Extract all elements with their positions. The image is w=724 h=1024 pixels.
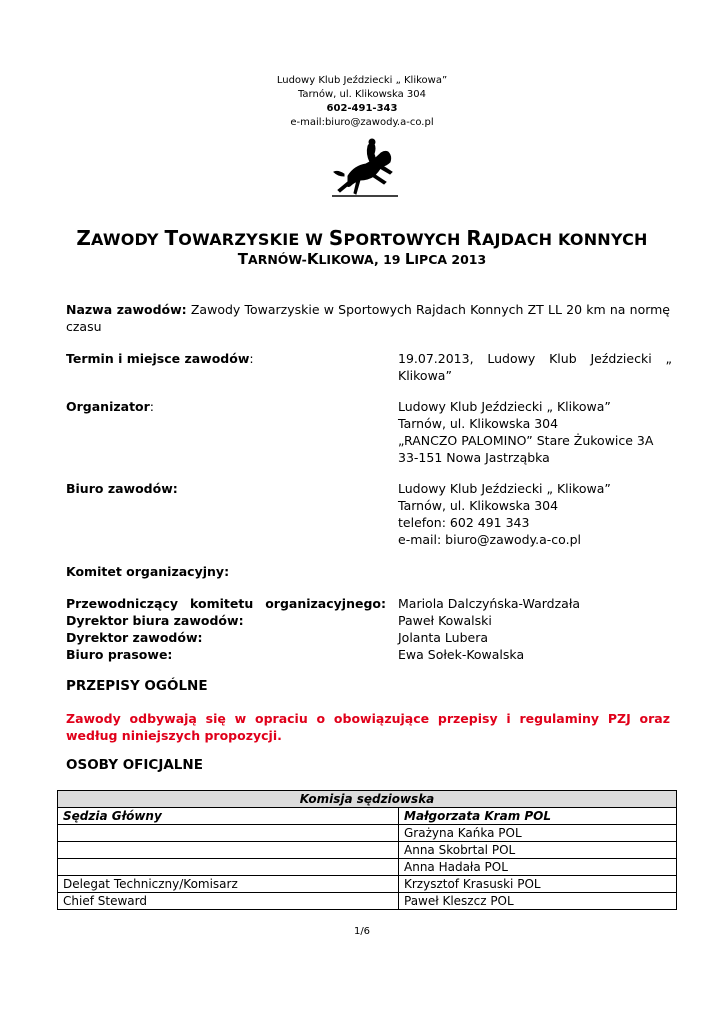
przepisy-text: Zawody odbywają się w opraciu o obowiązujące przepisy i regulaminy PZJ oraz według niniejszych propozycji. <box>66 711 670 743</box>
club-name: Ludowy Klub Jeździecki „ Klikowa” <box>276 75 448 86</box>
judges-table <box>57 790 677 910</box>
table-row: Chief Steward Paweł Kleszcz POL <box>58 893 677 910</box>
termin-label: Termin i miejsce zawodów: <box>66 351 254 366</box>
table-title: Komisja sędziowska <box>58 791 677 808</box>
komitet-roles: Przewodniczący komitetu organizacyjnego: Dyrektor biura zawodów: Dyrektor zawodów: Biuro prasowe: <box>66 596 386 662</box>
organizator-value: Ludowy Klub Jeździecki „ Klikowa” Tarnów, ul. Klikowska 304 „RANCZO PALOMINO” Stare Żukowice 3A 33-151 Nowa Jastrząbka <box>398 399 654 465</box>
table-header-row <box>58 791 677 808</box>
table-row: Delegat Techniczny/Komisarz Krzysztof Krasuski POL <box>58 876 677 893</box>
event-name-label: Nazwa zawodów: <box>66 302 187 317</box>
biuro-value: Ludowy Klub Jeździecki „ Klikowa” Tarnów, ul. Klikowska 304 telefon: 602 491 343 e-mail: biuro@zawody.a-co.pl <box>398 481 611 547</box>
organizator-label: Organizator: <box>66 399 155 414</box>
przepisy-heading: PRZEPISY OGÓLNE <box>66 678 208 694</box>
termin-value: 19.07.2013, Ludowy Klub Jeździecki „ Klikowa” <box>398 351 672 383</box>
club-phone: 602-491-343 <box>326 103 398 114</box>
document-title: ZAWODY TOWARZYSKIE W SPORTOWYCH RAJDACH KONNYCH <box>76 226 648 250</box>
page-number: 1/6 <box>353 926 371 937</box>
table-row: Anna Hadała POL <box>58 859 677 876</box>
table-row: Grażyna Kańka POL <box>58 825 677 842</box>
osoby-heading: OSOBY OFICJALNE <box>66 757 203 773</box>
club-address: Tarnów, ul. Klikowska 304 <box>297 89 427 100</box>
table-row: Anna Skobrtal POL <box>58 842 677 859</box>
document-subtitle: TARNÓW-KLIKOWA, 19 LIPCA 2013 <box>237 250 487 268</box>
event-name-paragraph <box>66 301 670 335</box>
komitet-label: Komitet organizacyjny: <box>66 564 230 579</box>
event-name-value: Zawody Towarzyskie w Sportowych Rajdach Konnych ZT LL 20 km na normę czasu <box>66 302 670 334</box>
letterhead <box>0 74 724 130</box>
biuro-label: Biuro zawodów: <box>66 481 178 496</box>
horse-jumper-logo <box>330 136 400 198</box>
komitet-names: Mariola Dalczyńska-Wardzała Paweł Kowalski Jolanta Lubera Ewa Sołek-Kowalska <box>398 596 581 662</box>
table-row: Sędzia Główny Małgorzata Kram POL <box>58 808 677 825</box>
club-email: e-mail:biuro@zawody.a-co.pl <box>290 117 434 128</box>
